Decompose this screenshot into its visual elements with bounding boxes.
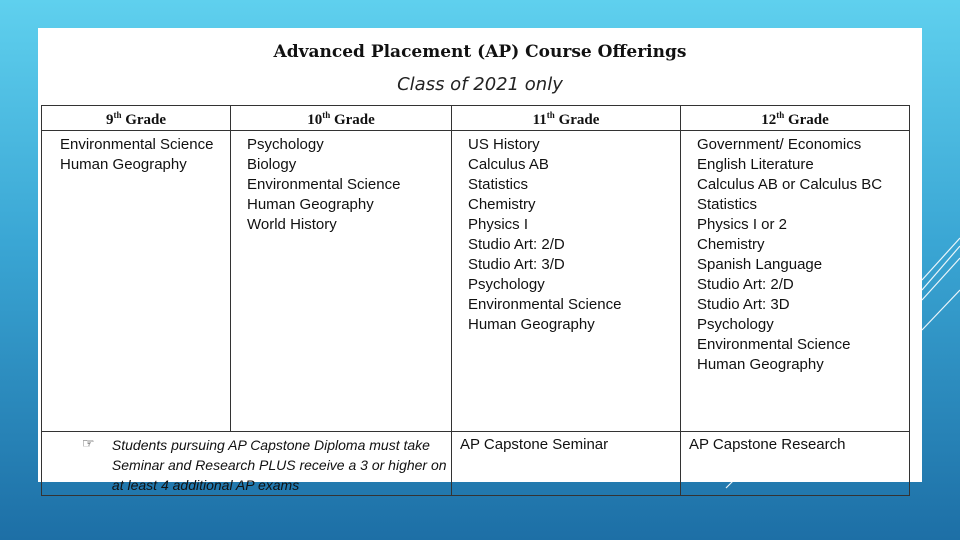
course-item: Physics I	[468, 216, 529, 233]
course-item: Human Geography	[468, 316, 595, 333]
capstone-note: Students pursuing AP Capstone Diploma must take Seminar and Research PLUS receive a 3 or higher on at least 4 additional AP exams	[111, 437, 447, 493]
course-item: Psychology	[697, 316, 774, 333]
capstone-research: AP Capstone Research	[681, 432, 910, 496]
grade-11-courses	[452, 131, 681, 432]
course-item: Spanish Language	[697, 256, 823, 273]
course-item: Government/ Economics	[697, 136, 862, 153]
document-title: Advanced Placement (AP) Course Offerings	[273, 42, 687, 62]
course-item: Psychology	[468, 276, 545, 293]
course-item: World History	[247, 216, 337, 233]
course-item: Statistics	[468, 176, 529, 193]
header-grade-12: 12th Grade	[681, 106, 910, 131]
course-item: Psychology	[247, 136, 324, 153]
header-grade-11: 11th Grade	[452, 106, 681, 131]
course-item: Environmental Science	[60, 136, 214, 153]
course-item: Studio Art: 3/D	[468, 256, 565, 273]
course-item: Human Geography	[697, 356, 824, 373]
course-item: Environmental Science	[247, 176, 401, 193]
course-item: Human Geography	[60, 156, 187, 173]
header-grade-9: 9th Grade	[42, 106, 231, 131]
course-item: Environmental Science	[468, 296, 622, 313]
pointing-hand-icon: ☞	[82, 435, 95, 451]
course-item: Calculus AB	[468, 156, 549, 173]
course-item: Calculus AB or Calculus BC	[697, 176, 883, 193]
courses-row	[42, 131, 910, 432]
grade-9-courses	[42, 131, 231, 432]
course-item: Environmental Science	[697, 336, 851, 353]
course-item: Studio Art: 3D	[697, 296, 790, 313]
capstone-note-cell	[42, 432, 452, 496]
course-item: Biology	[247, 156, 297, 173]
course-item: English Literature	[697, 156, 814, 173]
document-sheet	[38, 28, 922, 493]
course-item: US History	[468, 136, 540, 153]
course-table	[41, 105, 910, 496]
course-item: Studio Art: 2/D	[697, 276, 794, 293]
course-item: Chemistry	[468, 196, 536, 213]
course-item: Human Geography	[247, 196, 374, 213]
document-subtitle: Class of 2021 only	[397, 74, 563, 95]
header-row	[42, 106, 910, 131]
course-item: Physics I or 2	[697, 216, 788, 233]
grade-10-courses	[231, 131, 452, 432]
course-item: Studio Art: 2/D	[468, 236, 565, 253]
capstone-seminar: AP Capstone Seminar	[452, 432, 681, 496]
course-item: Chemistry	[697, 236, 765, 253]
grade-12-courses	[681, 131, 910, 432]
header-grade-10: 10th Grade	[231, 106, 452, 131]
capstone-row	[42, 432, 910, 496]
course-item: Statistics	[697, 196, 758, 213]
